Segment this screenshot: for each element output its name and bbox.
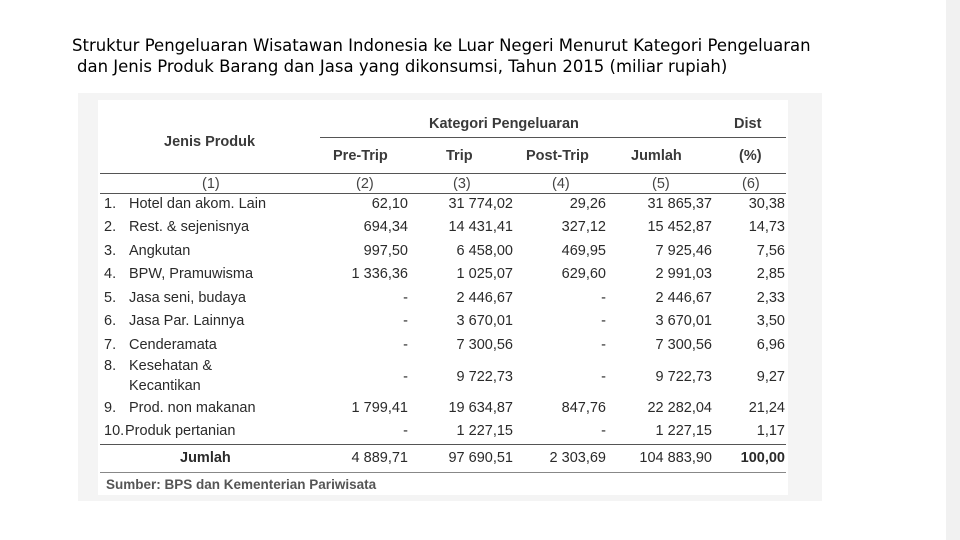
row-number: 2.	[104, 219, 117, 235]
cell-jumlah: 3 670,01	[655, 313, 712, 329]
cell-jumlah: 15 452,87	[647, 219, 712, 235]
row-number: 8.	[104, 358, 117, 374]
cell-pre-trip: -	[403, 423, 408, 439]
cell-post-trip: 629,60	[561, 266, 606, 282]
cell-post-trip: 469,95	[561, 243, 606, 259]
row-number: 3.	[104, 243, 117, 259]
row-label: BPW, Pramuwisma	[129, 266, 254, 282]
cell-pre-trip: 997,50	[363, 243, 408, 259]
row-label: Prod. non makanan	[129, 400, 256, 416]
cell-jumlah: 9 722,73	[655, 369, 712, 385]
cell-trip: 2 446,67	[456, 290, 513, 306]
row-number: 7.	[104, 337, 117, 353]
header-dist: Dist	[734, 116, 762, 132]
cell-jumlah: 22 282,04	[647, 400, 712, 416]
cell-pre-trip: -	[403, 369, 408, 385]
table-row	[98, 358, 788, 398]
cell-dist: 30,38	[748, 196, 785, 212]
cell-jumlah: 31 865,37	[647, 196, 712, 212]
cell-trip: 31 774,02	[448, 196, 513, 212]
total-dist: 100,00	[740, 450, 785, 466]
row-label: Kesehatan &	[129, 358, 213, 374]
colnum-3: (3)	[453, 176, 471, 192]
header-trip: Trip	[446, 148, 473, 164]
row-number: 1.	[104, 196, 117, 212]
colnum-5: (5)	[652, 176, 670, 192]
table-row	[98, 337, 788, 357]
cell-trip: 3 670,01	[456, 313, 513, 329]
cell-dist: 6,96	[756, 337, 785, 353]
cell-jumlah: 1 227,15	[655, 423, 712, 439]
cell-dist: 14,73	[748, 219, 785, 235]
row-label: Rest. & sejenisnya	[129, 219, 250, 235]
cell-trip: 6 458,00	[456, 243, 513, 259]
row-label-line-2: Kecantikan	[129, 378, 201, 394]
row-label: Jasa Par. Lainnya	[129, 313, 245, 329]
cell-trip: 1 227,15	[456, 423, 513, 439]
table-row	[98, 400, 788, 420]
row-label: Cenderamata	[129, 337, 217, 353]
cell-post-trip: -	[601, 337, 606, 353]
source-note: Sumber: BPS dan Kementerian Pariwisata	[106, 477, 377, 492]
total-label: Jumlah	[180, 450, 231, 466]
cell-trip: 1 025,07	[456, 266, 513, 282]
header-persen: (%)	[739, 148, 762, 164]
header-rule-top	[320, 137, 786, 138]
cell-post-trip: -	[601, 313, 606, 329]
cell-pre-trip: 62,10	[371, 196, 408, 212]
cell-jumlah: 7 300,56	[655, 337, 712, 353]
colnum-2: (2)	[356, 176, 374, 192]
header-post-trip: Post-Trip	[526, 148, 589, 164]
table-row	[98, 219, 788, 239]
row-number: 5.	[104, 290, 117, 306]
row-label: Produk pertanian	[125, 423, 236, 439]
table-row	[98, 290, 788, 310]
header-jenis-produk: Jenis Produk	[164, 134, 256, 150]
total-rule	[100, 472, 786, 473]
total-jumlah: 104 883,90	[639, 450, 712, 466]
cell-dist: 2,85	[756, 266, 785, 282]
cell-pre-trip: 1 336,36	[351, 266, 408, 282]
header-kategori-pengeluaran: Kategori Pengeluaran	[429, 116, 579, 132]
cell-post-trip: 327,12	[561, 219, 606, 235]
total-post-trip: 2 303,69	[549, 450, 606, 466]
cell-trip: 14 431,41	[448, 219, 513, 235]
cell-post-trip: -	[601, 369, 606, 385]
cell-post-trip: 847,76	[561, 400, 606, 416]
row-label: Angkutan	[129, 243, 191, 259]
total-row	[98, 450, 788, 470]
colnum-4: (4)	[552, 176, 570, 192]
right-edge-strip	[946, 0, 960, 540]
cell-dist: 7,56	[756, 243, 785, 259]
row-number: 6.	[104, 313, 117, 329]
row-number: 9.	[104, 400, 117, 416]
colnum-1: (1)	[202, 176, 220, 192]
body-rule-bottom	[100, 444, 786, 445]
cell-pre-trip: -	[403, 337, 408, 353]
table-row	[98, 313, 788, 333]
title-line-2: dan Jenis Produk Barang dan Jasa yang dikonsumsi, Tahun 2015 (miliar rupiah)	[77, 57, 728, 76]
colnum-6: (6)	[742, 176, 760, 192]
cell-post-trip: -	[601, 290, 606, 306]
table-row	[98, 266, 788, 286]
row-label: Jasa seni, budaya	[129, 290, 246, 306]
cell-pre-trip: -	[403, 290, 408, 306]
title-line-1: Struktur Pengeluaran Wisatawan Indonesia ke Luar Negeri Menurut Kategori Pengeluaran	[72, 36, 811, 55]
cell-jumlah: 2 991,03	[655, 266, 712, 282]
colnum-rule	[100, 193, 786, 194]
cell-post-trip: 29,26	[569, 196, 606, 212]
cell-dist: 21,24	[748, 400, 785, 416]
cell-jumlah: 2 446,67	[655, 290, 712, 306]
cell-post-trip: -	[601, 423, 606, 439]
cell-pre-trip: 1 799,41	[351, 400, 408, 416]
total-pre-trip: 4 889,71	[351, 450, 408, 466]
cell-pre-trip: 694,34	[363, 219, 408, 235]
page-title	[72, 35, 852, 77]
cell-trip: 19 634,87	[448, 400, 513, 416]
total-trip: 97 690,51	[448, 450, 513, 466]
header-rule-bottom	[100, 173, 786, 174]
cell-jumlah: 7 925,46	[655, 243, 712, 259]
expenditure-table	[98, 100, 788, 495]
row-label: Hotel dan akom. Lain	[129, 196, 267, 212]
cell-dist: 1,17	[756, 423, 785, 439]
table-row	[98, 196, 788, 216]
cell-trip: 7 300,56	[456, 337, 513, 353]
row-number: 10.	[104, 423, 125, 439]
cell-trip: 9 722,73	[456, 369, 513, 385]
cell-dist: 2,33	[756, 290, 785, 306]
header-pre-trip: Pre-Trip	[333, 148, 388, 164]
cell-dist: 9,27	[756, 369, 785, 385]
cell-dist: 3,50	[756, 313, 785, 329]
table-row	[98, 243, 788, 263]
header-jumlah: Jumlah	[631, 148, 682, 164]
row-number: 4.	[104, 266, 117, 282]
table-row	[98, 423, 788, 443]
cell-pre-trip: -	[403, 313, 408, 329]
